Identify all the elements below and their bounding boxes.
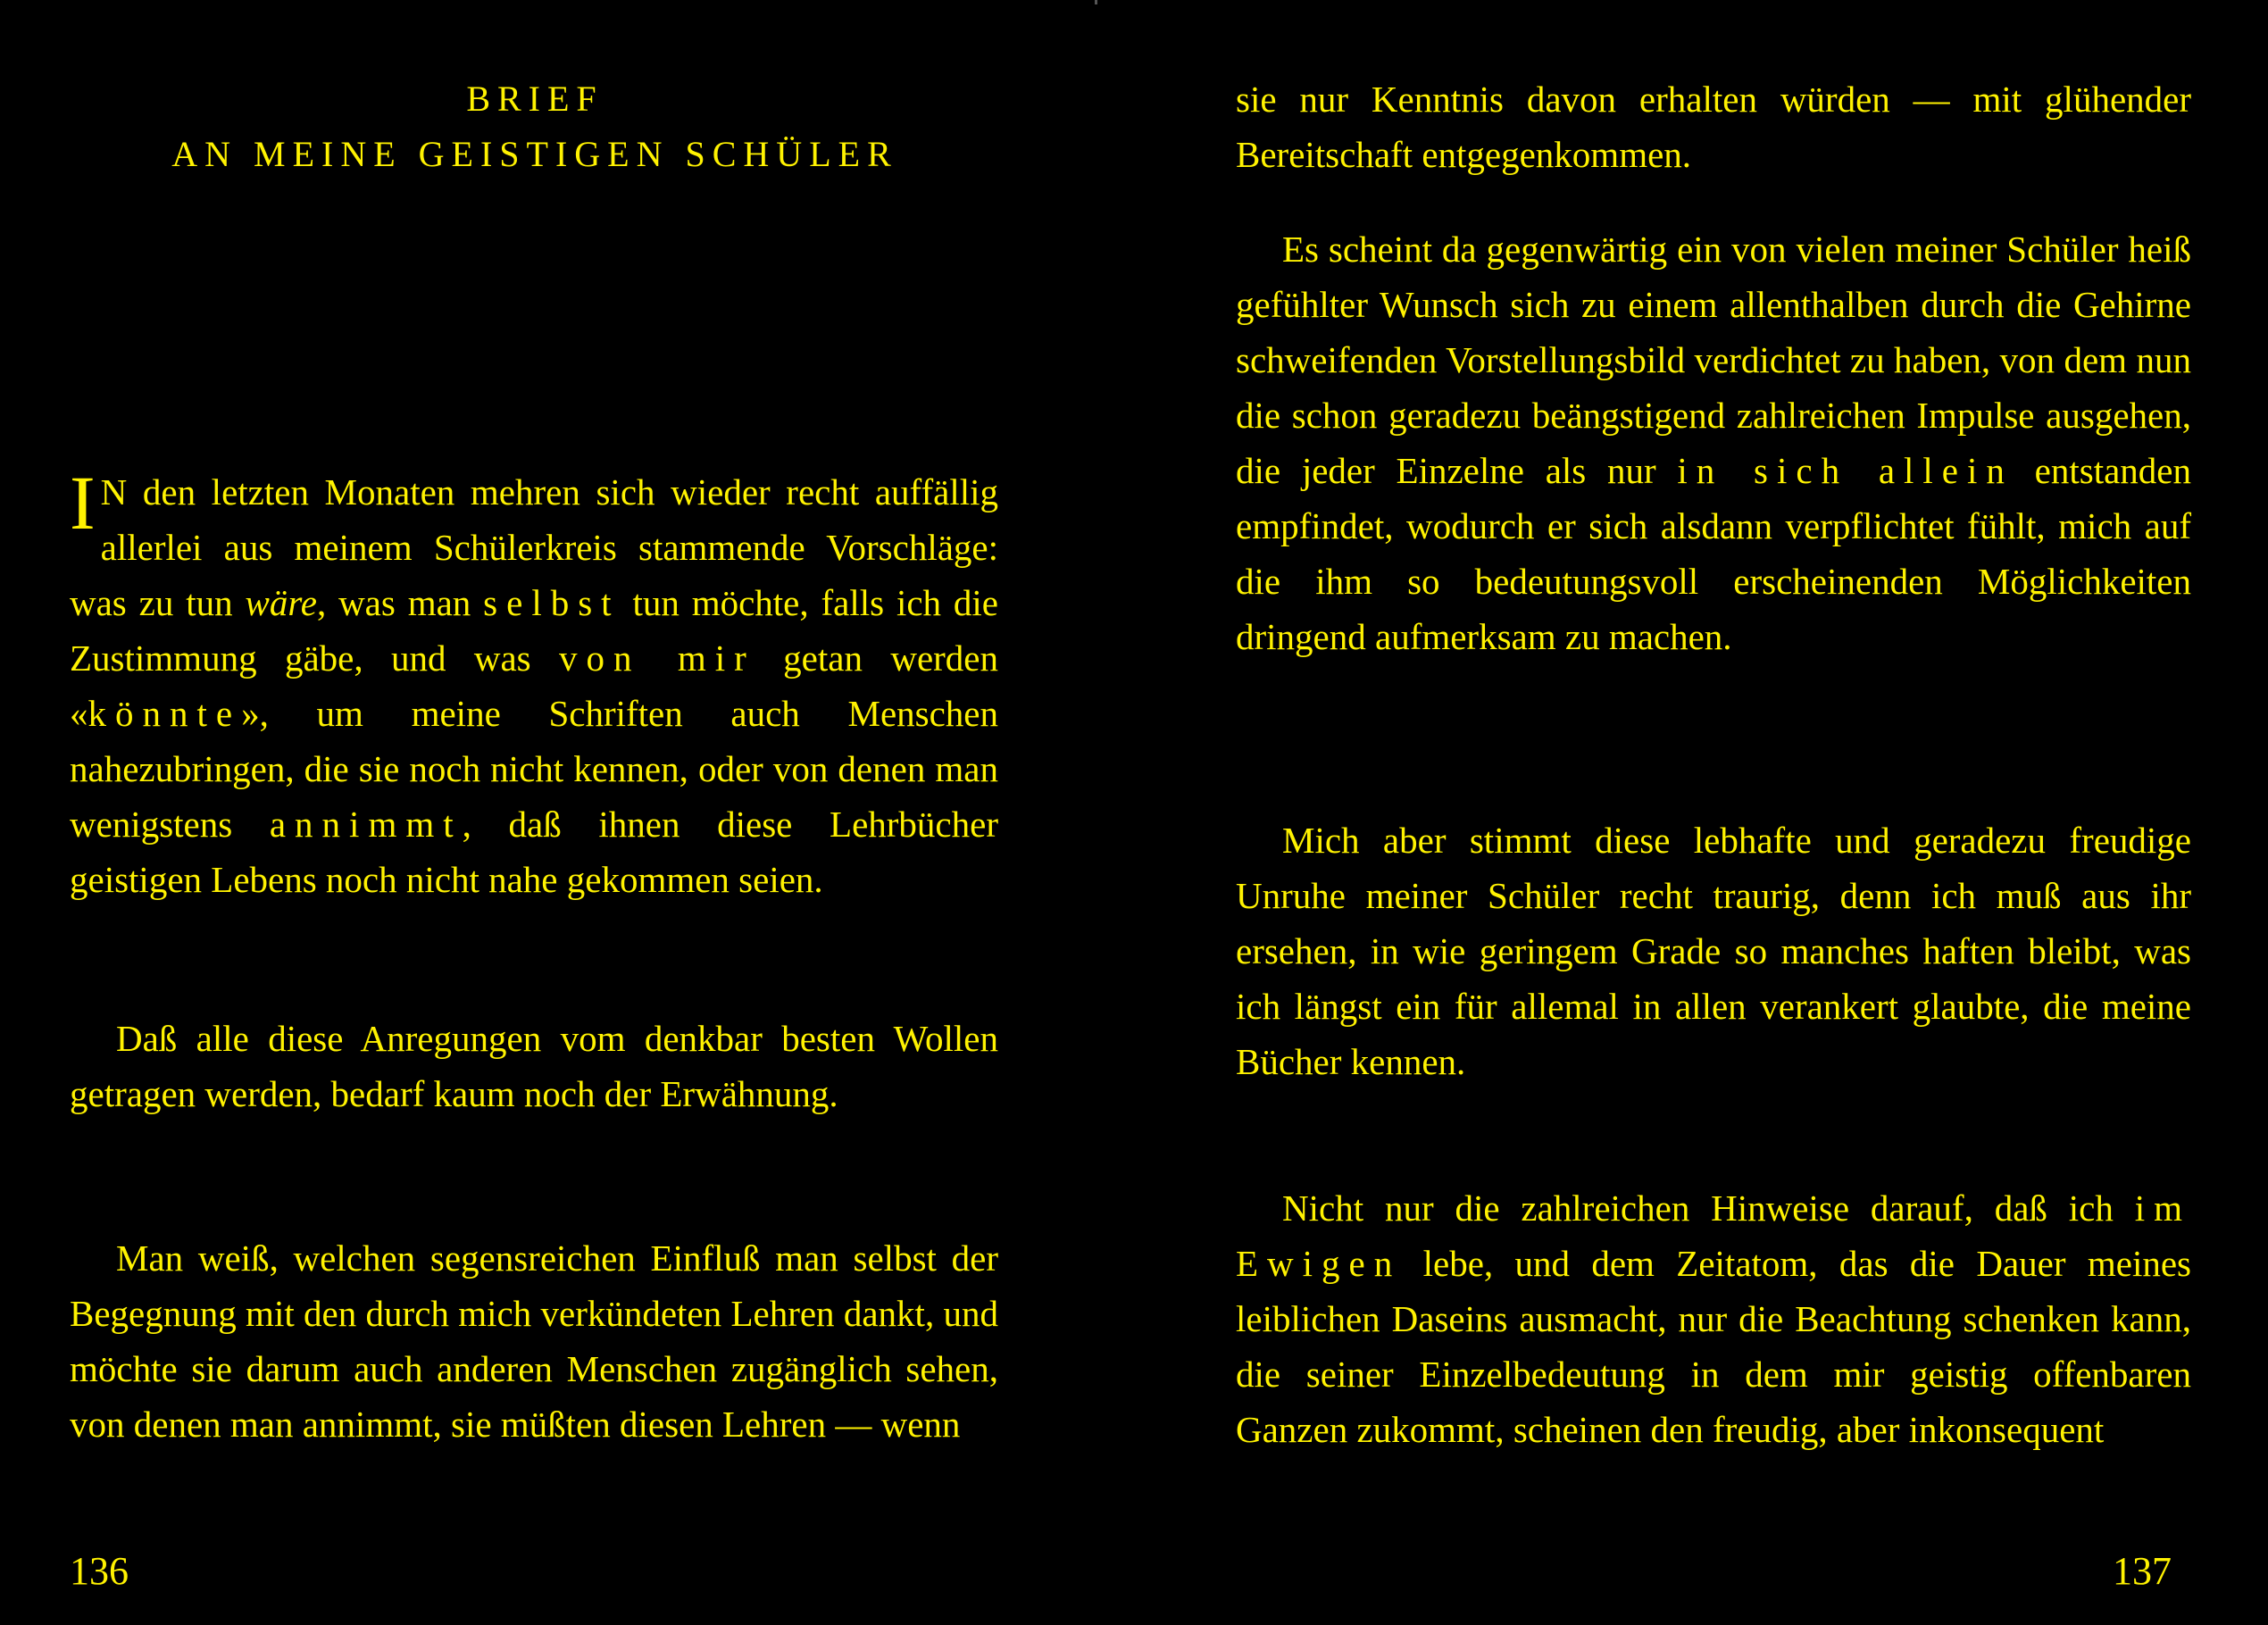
title-line-1: BRIEF <box>466 79 604 119</box>
paragraph <box>1236 221 2191 664</box>
left-page-paragraph-3 <box>70 1230 998 1452</box>
right-page <box>1134 0 2268 1625</box>
text-run: getan werden « <box>70 638 998 734</box>
paragraph: sie nur Kenntnis davon erhalten würden — mit glühender Bereitschaft entgegenkommen. <box>1236 79 2191 175</box>
paragraph: Mich aber stimmt diese lebhafte und geradezu freudige Unruhe meiner Schüler recht traurig, denn ich muß aus ihr ersehen, in wie geringem Grade so manches haften bleibt, was ich längst ein für allemal in allen verankert glaubte, die meine Bücher kennen. <box>1236 820 2191 1082</box>
paragraph <box>1236 1180 2191 1457</box>
emphasis-text: wäre <box>245 582 317 623</box>
chapter-title <box>70 71 1000 182</box>
paragraph: Man weiß, welchen segensreichen Einfluß man selbst der Begegnung mit den durch mich verkündeten Lehren dankt, und möchte sie darum auch anderen Menschen zugänglich sehen, von denen man annimmt, sie müßten diesen Lehren — wenn <box>70 1238 998 1445</box>
spaced-emphasis: selbst <box>483 582 621 623</box>
spaced-emphasis: von mir <box>558 638 755 679</box>
spaced-emphasis: in sich allein <box>1677 450 2014 491</box>
page-number: 136 <box>70 1549 129 1593</box>
text-run: tun möchte, falls ich die Zustimmung gäbe, und was <box>70 582 999 679</box>
text-run: Es scheint da gegenwärtig ein von vielen meiner Schüler heiß gefühlter Wunsch sich zu einem allenthalben durch die Gehirne schweifenden Vorstellungsbild verdichtet zu haben, von dem nun die schon geradezu beängstigend zahlreichen Impulse ausgehen, die jeder Einzelne als nur <box>1236 229 2191 491</box>
right-page-paragraph-3 <box>1236 812 2191 1089</box>
paragraph <box>70 460 999 907</box>
text-run: lebe, und dem Zeitatom, das die Dauer meines leiblichen Daseins ausmacht, nur die Beachtung schenken kann, die seiner Einzelbedeutung in dem mir geistig offenbaren Ganzen zukommt, scheinen den freudig, aber inkonsequent <box>1236 1243 2191 1450</box>
page-number: 137 <box>2113 1549 2172 1593</box>
spaced-emphasis: könnte <box>88 693 242 734</box>
text-run: , daß ihnen diese Lehrbücher geistigen Lebens noch nicht nahe gekommen seien. <box>70 804 998 900</box>
text-run: , was man <box>316 582 484 623</box>
left-page-paragraph-1 <box>70 460 999 907</box>
spaced-emphasis: annimmt <box>269 804 463 845</box>
drop-cap: I <box>70 460 96 546</box>
text-run: Nicht nur die zahlreichen Hinweise darauf, daß ich <box>1282 1188 2135 1229</box>
text-run: N den letzten Monaten mehren sich wieder recht auffällig allerlei aus meinem Schülerkreis stammende Vorschläge: was zu tun <box>70 471 998 623</box>
text-run: entstanden empfindet, wodurch er sich alsdann verpflichtet fühlt, mich auf die ihm so bedeutungsvoll erscheinenden Möglichkeiten dringend aufmerksam zu machen. <box>1236 450 2191 657</box>
spaced-emphasis: im Ewigen <box>1236 1188 2191 1284</box>
paragraph: Daß alle diese Anregungen vom denkbar besten Wollen getragen werden, bedarf kaum noch der Erwähnung. <box>70 1018 998 1114</box>
right-page-paragraph-1 <box>1236 71 2191 182</box>
text-run: », um meine Schriften auch Menschen nahezubringen, die sie noch nicht kennen, oder von denen man wenigstens <box>70 693 998 845</box>
title-line-2: AN MEINE GEISTIGEN SCHÜLER <box>171 134 898 174</box>
right-page-paragraph-2 <box>1236 221 2191 664</box>
right-page-paragraph-4 <box>1236 1180 2191 1457</box>
left-page-paragraph-2 <box>70 1011 998 1121</box>
